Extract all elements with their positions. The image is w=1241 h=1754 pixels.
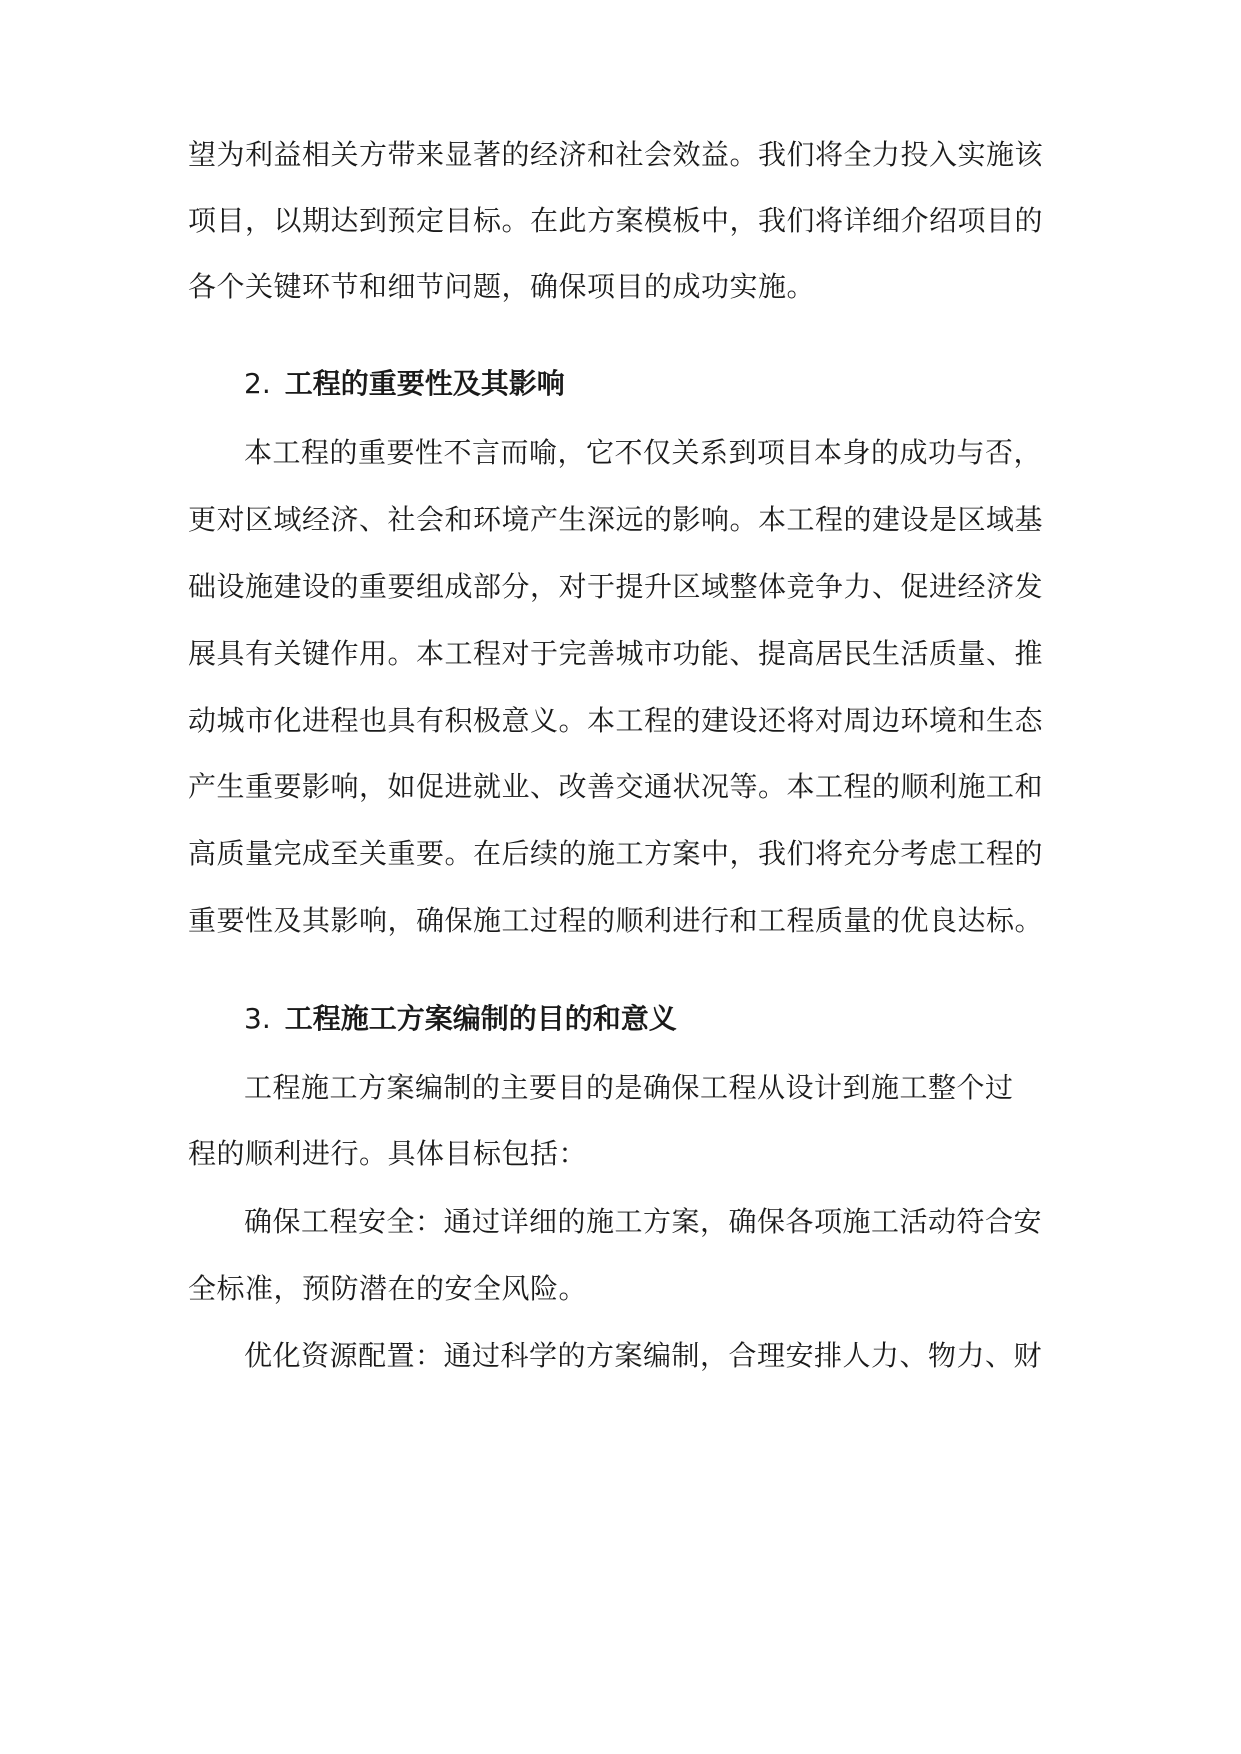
section-2-line-2: 更对区域经济、社会和环境产生深远的影响。本工程的建设是区域基 bbox=[188, 503, 1044, 536]
section-3-para1-line-2: 程的顺利进行。具体目标包括： bbox=[188, 1137, 588, 1170]
section-2-line-7: 高质量完成至关重要。在后续的施工方案中，我们将充分考虑工程的 bbox=[188, 837, 1044, 870]
section-3-para2-line-2: 全标准，预防潜在的安全风险。 bbox=[188, 1272, 588, 1305]
section-3-number: 3. bbox=[244, 1002, 271, 1035]
intro-line-2: 项目，以期达到预定目标。在此方案模板中，我们将详细介绍项目的 bbox=[188, 204, 1044, 237]
section-2-number: 2. bbox=[244, 367, 271, 400]
section-2-line-6: 产生重要影响，如促进就业、改善交通状况等。本工程的顺利施工和 bbox=[188, 770, 1044, 803]
section-2-line-8: 重要性及其影响，确保施工过程的顺利进行和工程质量的优良达标。 bbox=[188, 904, 1044, 937]
section-2-line-5: 动城市化进程也具有积极意义。本工程的建设还将对周边环境和生态 bbox=[188, 704, 1044, 737]
section-2-line-1: 本工程的重要性不言而喻，它不仅关系到项目本身的成功与否， bbox=[244, 436, 1043, 469]
section-3-para2-line-1: 确保工程安全：通过详细的施工方案，确保各项施工活动符合安 bbox=[244, 1205, 1043, 1238]
section-2-line-4: 展具有关键作用。本工程对于完善城市功能、提高居民生活质量、推 bbox=[188, 637, 1044, 670]
section-2-line-3: 础设施建设的重要组成部分，对于提升区域整体竞争力、促进经济发 bbox=[188, 570, 1044, 603]
section-2-title: 工程的重要性及其影响 bbox=[284, 367, 565, 400]
intro-line-3: 各个关键环节和细节问题，确保项目的成功实施。 bbox=[188, 270, 816, 303]
section-3-title: 工程施工方案编制的目的和意义 bbox=[284, 1002, 677, 1035]
section-3-heading bbox=[244, 1001, 677, 1037]
section-3-para3-line-1: 优化资源配置：通过科学的方案编制，合理安排人力、物力、财 bbox=[244, 1339, 1043, 1372]
section-2-heading bbox=[244, 366, 565, 402]
intro-line-1: 望为利益相关方带来显著的经济和社会效益。我们将全力投入实施该 bbox=[188, 138, 1044, 171]
section-3-para1-line-1: 工程施工方案编制的主要目的是确保工程从设计到施工整个过 bbox=[244, 1071, 1014, 1104]
